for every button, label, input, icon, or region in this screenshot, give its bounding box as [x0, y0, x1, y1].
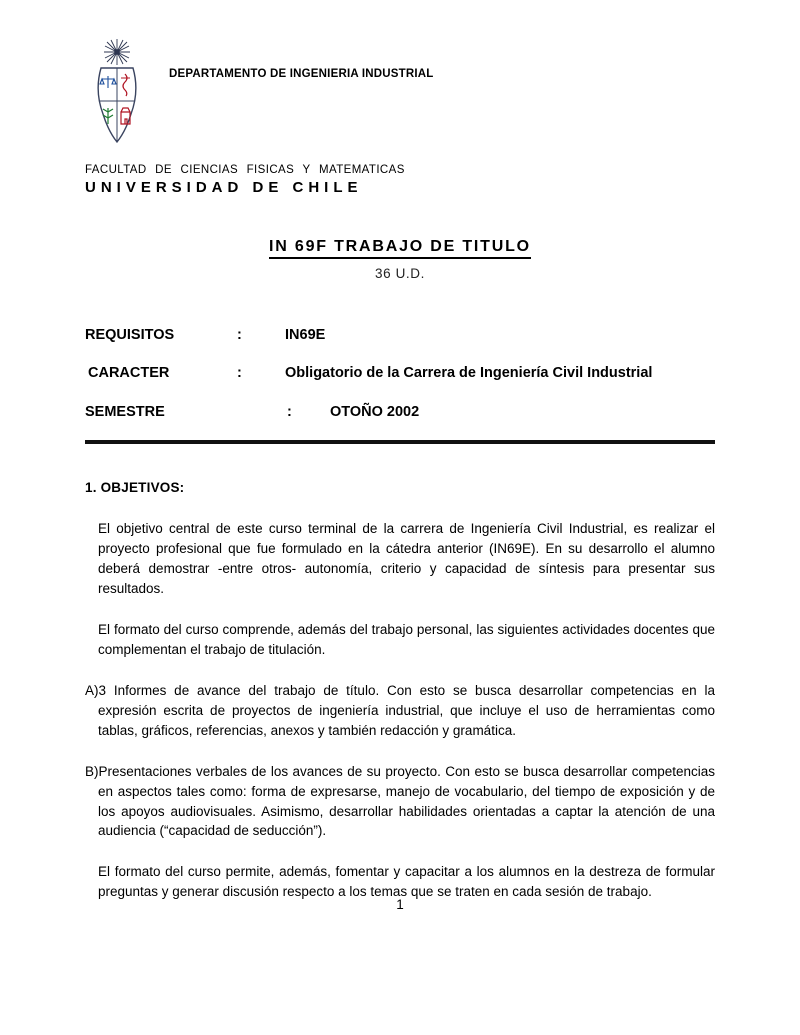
department-name: DEPARTAMENTO DE INGENIERIA INDUSTRIAL: [169, 68, 434, 80]
requisitos-label: REQUISITOS: [85, 327, 175, 343]
semestre-value: OTOÑO 2002: [330, 403, 420, 420]
page-number: 1: [396, 897, 404, 912]
semestre-colon: :: [287, 403, 292, 420]
item-a-text: 3 Informes de avance del trabajo de título. Con esto se busca desarrollar competencias en la expresión escrita de proyectos de ingeniería industrial, que incluye el uso de herramientas como tablas, gráficos, referencias, anexos y también redacción y gramática.: [98, 682, 715, 738]
objetivos-paragraph-3: El formato del curso permite, además, fomentar y capacitar a los alumnos en la destreza de formular preguntas y generar discusión respecto a los temas que se traten en cada sesión de trabajo.: [98, 864, 715, 900]
requisitos-value: IN69E: [285, 327, 326, 343]
university-name: UNIVERSIDAD DE CHILE: [85, 179, 363, 196]
objetivos-section: [85, 478, 715, 903]
caracter-value: Obligatorio de la Carrera de Ingeniería Civil Industrial: [285, 365, 653, 382]
info-row-semestre: [85, 402, 715, 422]
objetivos-item-a: [85, 681, 715, 741]
item-b-text: Presentaciones verbales de los avances de su proyecto. Con esto se busca desarrollar competencias en aspectos tales como: forma de expresarse, manejo de vocabulario, del tiempo de exposición y de los apoyos audiovisuales. Asimismo, desarrollar habilidades orientadas a captar la atención de una audiencia (“capacidad de seducción”).: [98, 763, 715, 839]
info-row-requisitos: [85, 325, 715, 345]
info-row-caracter: [85, 363, 715, 383]
objetivos-paragraph-2: El formato del curso comprende, además del trabajo personal, las siguientes actividades docentes que complementan el trabajo de titulación.: [98, 621, 715, 657]
item-b-marker: B): [85, 763, 99, 779]
objetivos-heading: 1. OBJETIVOS:: [85, 479, 185, 495]
requisitos-colon: :: [237, 327, 242, 343]
course-info: [85, 325, 715, 422]
caracter-colon: :: [237, 365, 242, 382]
objetivos-paragraph-1: El objetivo central de este curso terminal de la carrera de Ingeniería Civil Industrial, es realizar el proyecto profesional que fue formulado en la cátedra anterior (IN69E). En su desarrollo el alumno deberá demostrar -entre otros- autonomía, criterio y capacidad de síntesis para presentar sus resultados.: [98, 520, 715, 596]
section-divider: [85, 440, 715, 444]
course-title: IN 69F TRABAJO DE TITULO: [269, 238, 531, 259]
caracter-label: CARACTER: [88, 365, 170, 382]
semestre-label: SEMESTRE: [85, 403, 165, 420]
item-a-marker: A): [85, 682, 99, 698]
university-crest-icon: [85, 38, 149, 148]
faculty-name: FACULTAD DE CIENCIAS FISICAS Y MATEMATICAS: [85, 164, 405, 176]
objetivos-item-b: [85, 762, 715, 842]
course-credits: 36 U.D.: [375, 266, 425, 281]
course-title-block: [85, 238, 715, 281]
page-content: [0, 0, 800, 422]
header: [85, 38, 715, 148]
